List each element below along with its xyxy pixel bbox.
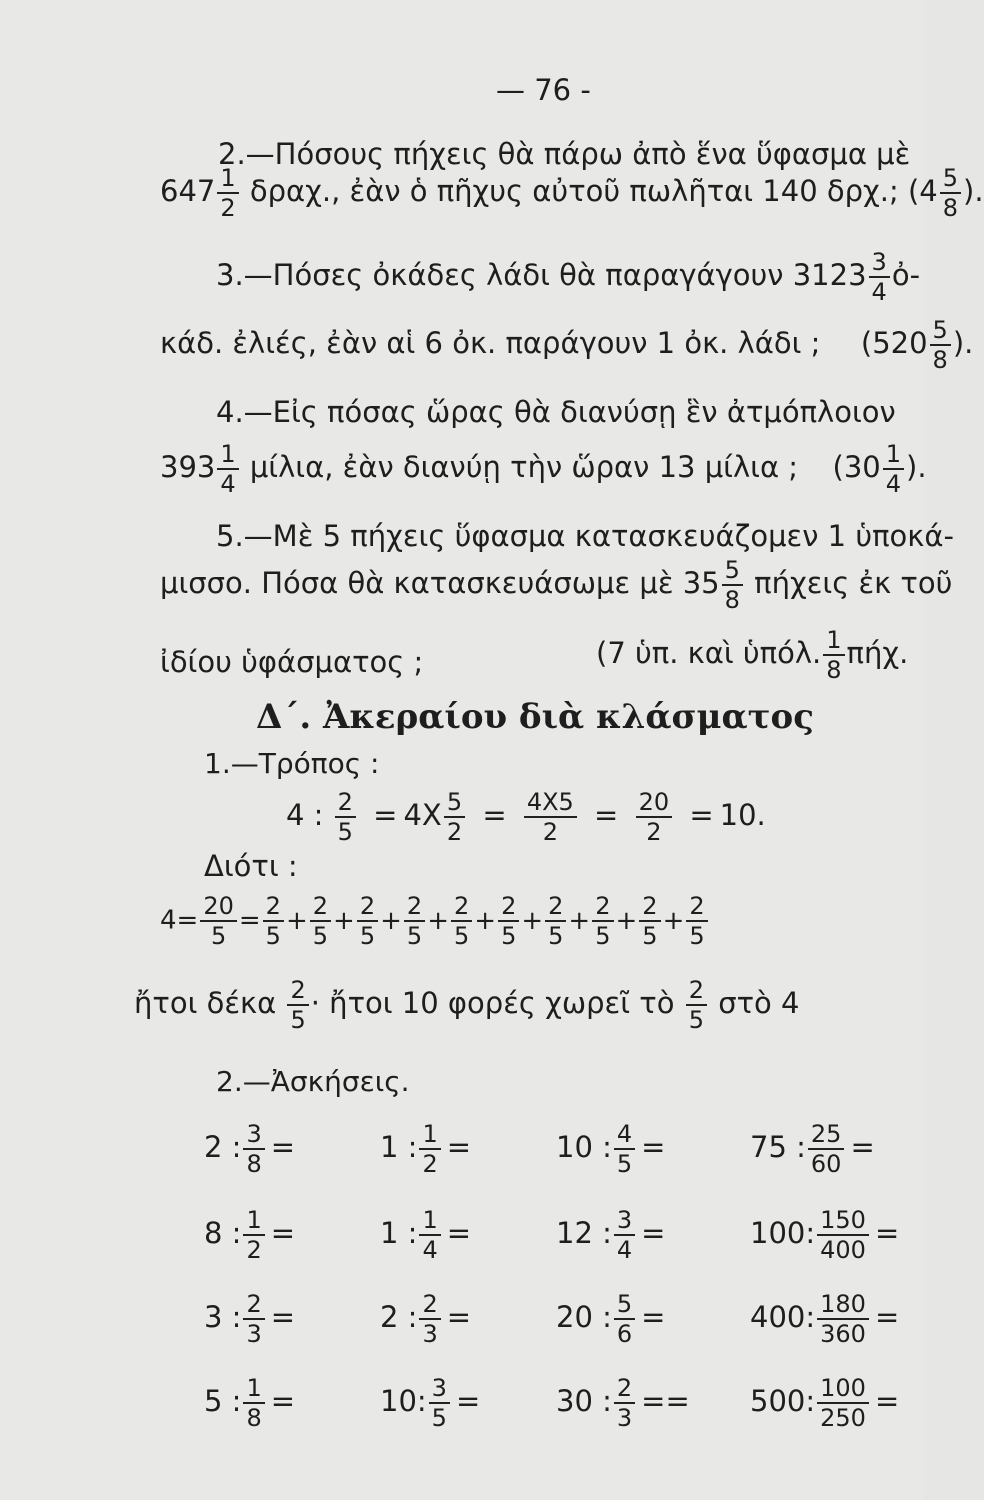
fraction: $\frac{2}{5}$ xyxy=(451,894,472,948)
exercise-2-line-2 xyxy=(160,166,984,220)
exercise-item: 10 : $\frac{4}{5}$ = xyxy=(556,1120,666,1178)
exercise-5-line-2: μισσο. Πόσα θὰ κατασκευάσωμε μὲ 35 $\frac{5}{8}$ πήχεις ἐκ τοῦ xyxy=(160,556,953,614)
fraction: $\frac{5}{8}$ xyxy=(722,558,743,612)
section-title: Δ΄. Ἀκεραίου διὰ κλάσματος xyxy=(256,697,814,737)
exercise-item: 1 : $\frac{1}{4}$ = xyxy=(380,1206,472,1264)
plus-sign: + xyxy=(285,905,308,936)
fraction: $\frac{5}{6}$ xyxy=(614,1292,635,1346)
fraction: $\frac{3}{4}$ xyxy=(614,1208,635,1262)
fraction: $\frac{2}{3}$ xyxy=(614,1376,635,1430)
fraction: $\frac{2}{5}$ xyxy=(357,894,378,948)
fraction: $\frac{4}{5}$ xyxy=(614,1122,635,1176)
exercise-item: 3 : $\frac{2}{3}$ = xyxy=(204,1290,296,1348)
exercise-5-line-3: ἰδίου ὑφάσματος ; xyxy=(160,645,424,679)
exercise-item: 100: $\frac{150}{400}$ = xyxy=(750,1206,900,1264)
fraction: $\frac{5}{2}$ xyxy=(444,790,465,844)
exercise-item: 400: $\frac{180}{360}$ = xyxy=(750,1290,900,1348)
fraction: $\frac{180}{360}$ xyxy=(817,1292,869,1346)
fraction: $\frac{1}{4}$ xyxy=(419,1208,440,1262)
exercise-item: 10: $\frac{3}{5}$ = xyxy=(380,1374,481,1432)
fraction: $\frac{1}{2}$ xyxy=(419,1122,440,1176)
exercise-item: 1 : $\frac{1}{2}$ = xyxy=(380,1120,472,1178)
exercise-item: 5 : $\frac{1}{8}$ = xyxy=(204,1374,296,1432)
fraction: $\frac{2}{5}$ xyxy=(498,894,519,948)
exercise-item: 8 : $\frac{1}{2}$ = xyxy=(204,1206,296,1264)
plus-sign: + xyxy=(427,905,449,936)
exercise-item: 2 : $\frac{2}{3}$ = xyxy=(380,1290,472,1348)
fraction: $\frac{2}{5}$ xyxy=(592,894,613,948)
plus-sign: + xyxy=(380,905,402,936)
fraction: $\frac{4X5}{2}$ xyxy=(524,790,577,844)
fraction: $\frac{1}{8}$ xyxy=(243,1376,264,1430)
fraction: $\frac{2}{5}$ xyxy=(263,894,284,948)
exercise-item: 2 : $\frac{3}{8}$ = xyxy=(204,1120,296,1178)
fraction: $\frac{25}{60}$ xyxy=(808,1122,845,1176)
fraction: $\frac{100}{250}$ xyxy=(817,1376,869,1430)
exercise-4-line-1: 4.—Εἰς πόσας ὥρας θὰ διανύσῃ ἓν ἀτμόπλοιον xyxy=(216,395,896,429)
answer: (4 $\frac{5}{8}$ ). xyxy=(907,164,984,222)
fraction: $\frac{3}{4}$ xyxy=(869,250,890,304)
fraction: $\frac{1}{2}$ xyxy=(217,166,238,220)
exercise-5-line-1: 5.—Μὲ 5 πήχεις ὕφασμα κατασκευάζομεν 1 ὑποκά- xyxy=(216,519,954,553)
fraction: $\frac{2}{5}$ xyxy=(404,894,425,948)
fraction: $\frac{3}{5}$ xyxy=(429,1376,450,1430)
fraction: $\frac{2}{5}$ xyxy=(335,790,356,844)
fraction: $\frac{2}{5}$ xyxy=(287,978,308,1032)
fraction: $\frac{1}{2}$ xyxy=(243,1208,264,1262)
fraction: $\frac{2}{5}$ xyxy=(686,978,707,1032)
exercise-item: 12 : $\frac{3}{4}$ = xyxy=(556,1206,666,1264)
fraction: $\frac{1}{4}$ xyxy=(217,442,238,496)
fraction: $\frac{2}{5}$ xyxy=(639,894,660,948)
fraction: $\frac{150}{400}$ xyxy=(817,1208,869,1262)
plus-sign: + xyxy=(521,905,544,936)
answer: (520 $\frac{5}{8}$ ). xyxy=(860,316,974,374)
exercise-item: 30 : $\frac{2}{3}$ == xyxy=(556,1374,690,1432)
exercise-item: 20 : $\frac{5}{6}$ = xyxy=(556,1290,666,1348)
fraction: $\frac{2}{3}$ xyxy=(419,1292,440,1346)
exercise-item: 500: $\frac{100}{250}$ = xyxy=(750,1374,900,1432)
exercise-4-line-2: 393 $\frac{1}{4}$ μίλια, ἐὰν διανύῃ τὴν ὥραν 13 μίλια ; (30 $\frac{1}{4}$ ). xyxy=(160,440,927,498)
fraction: $\frac{20}{5}$ xyxy=(200,894,237,948)
exercise-3-line-2: κάδ. ἐλιές, ἐὰν αἱ 6 ὀκ. παράγουν 1 ὀκ. λάδι ; (520 $\frac{5}{8}$ ). xyxy=(160,316,974,374)
plus-sign: + xyxy=(615,905,638,936)
answer: (30 $\frac{1}{4}$ ). xyxy=(832,440,927,498)
fraction: $\frac{2}{5}$ xyxy=(545,894,566,948)
exercise-2-text: δραχ., ἐὰν ὁ πῆχυς αὐτοῦ πωλῆται 140 δρχ.; xyxy=(249,174,899,208)
fraction: $\frac{2}{5}$ xyxy=(310,894,331,948)
conclusion-line: ἤτοι δέκα $\frac{2}{5}$ · ἤτοι 10 φορές χωρεῖ τὸ $\frac{2}{5}$ στὸ 4 xyxy=(134,976,800,1034)
fraction: $\frac{2}{3}$ xyxy=(243,1292,264,1346)
method-equation: 4 : $\frac{2}{5}$ = 4Χ $\frac{5}{2}$ = $\frac{4X5}{2}$ = $\frac{20}{2}$ = 10. xyxy=(286,788,766,846)
plus-sign: + xyxy=(568,905,591,936)
exercise-5-answer: (7 ὑπ. καὶ ὑπόλ. $\frac{1}{8}$ πήχ. xyxy=(596,626,909,684)
mixed-whole: 647 xyxy=(160,174,216,208)
exercise-item: 75 : $\frac{25}{60}$ = xyxy=(750,1120,875,1178)
plus-sign: + xyxy=(662,905,685,936)
exercise-3-line-1: 3.—Πόσες ὀκάδες λάδι θὰ παραγάγουν 3123 $\frac{3}{4}$ ὀ- xyxy=(216,248,921,306)
plus-sign: + xyxy=(474,905,497,936)
exercises-heading: 2.—Ἀσκήσεις. xyxy=(216,1065,410,1098)
exercise-2-line-1: 2.—Πόσους πήχεις θὰ πάρω ἀπὸ ἕνα ὕφασμα μὲ xyxy=(218,137,911,171)
method-heading: 1.—Τρόπος : xyxy=(204,747,380,780)
fraction: $\frac{3}{8}$ xyxy=(243,1122,264,1176)
plus-sign: + xyxy=(333,905,355,936)
dioti-label: Διότι : xyxy=(204,849,298,883)
fraction: $\frac{2}{5}$ xyxy=(686,894,707,948)
sum-equation: 4= $\frac{20}{5}$ = $\frac{2}{5}$ + $\frac{2}{5}$ + $\frac{2}{5}$ + $\frac{2}{5}$ + $\frac{2}{5}$ + $\frac{2}{5}$ + $\frac{2}{5}$ + $\frac{2}{5}$ + $\frac{2}{5}$ + $\frac{2}{5}$ xyxy=(160,894,710,948)
page-number: — 76 - xyxy=(496,73,591,107)
fraction: $\frac{20}{2}$ xyxy=(636,790,673,844)
